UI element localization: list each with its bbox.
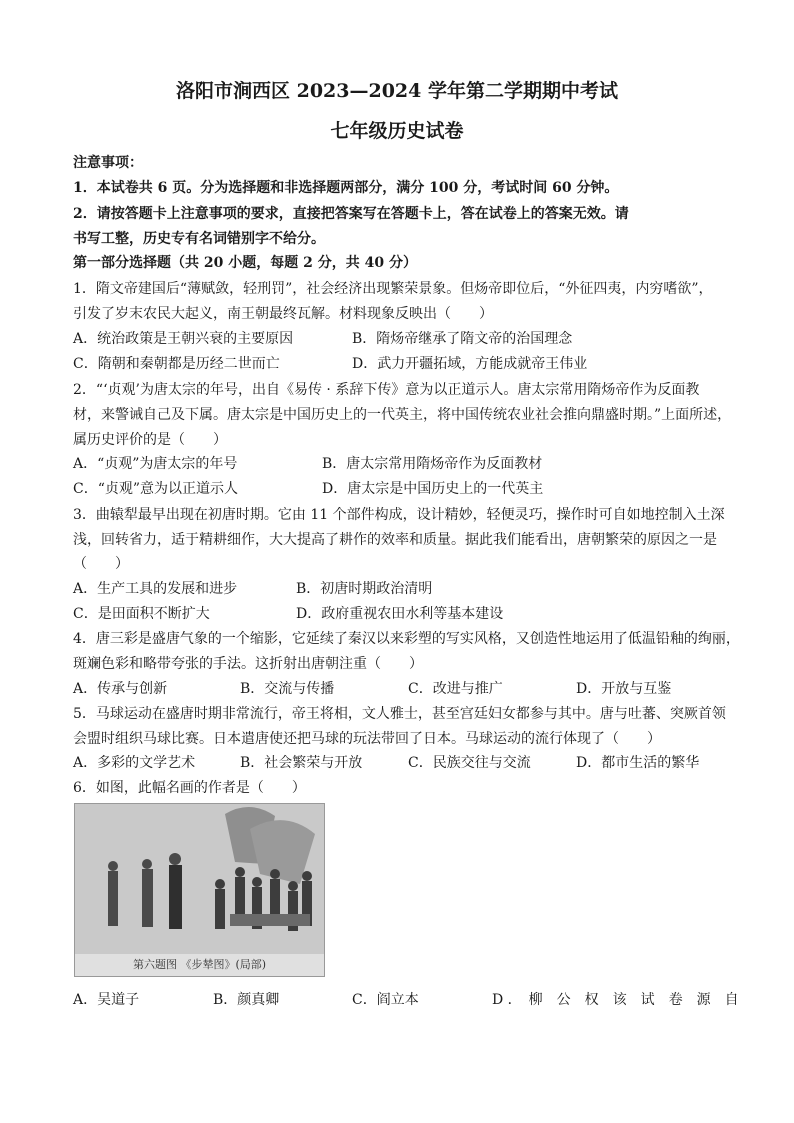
q6-painting-figure [74,803,325,977]
q3-option-b: B．初唐时期政治清明 [296,581,433,597]
q4-stem-line-2: 斑斓色彩和略带夸张的手法。这折射出唐朝注重（ ） [73,656,423,672]
exam-subtitle: 七年级历史试卷 [330,120,464,142]
q1-option-b: B．隋炀帝继承了隋文帝的治国理念 [352,331,573,347]
q6-option-a: A．吴道子 [73,992,140,1008]
notice-item-2-line-2: 书写工整，历史专有名词错别字不给分。 [73,231,325,247]
q2-stem-line-1: 2．“‘贞观’为唐太宗的年号，出自《易传 · 系辞下传》意为以正道示人。唐太宗常用隋炀帝作为反面教 [73,382,700,398]
q5-option-b: B．社会繁荣与开放 [240,755,363,771]
q6-option-b: B．颜真卿 [213,992,280,1008]
q2-option-d: D．唐太宗是中国历史上的一代英主 [322,481,544,497]
q5-stem-line-2: 会盟时组织马球比赛。日本遣唐使还把马球的玩法带回了日本。马球运动的流行体现了（ ） [73,731,661,747]
q2-option-a: A．“贞观”为唐太宗的年号 [73,456,238,472]
notice-item-1: 1．本试卷共 6 页。分为选择题和非选择题两部分，满分 100 分，考试时间 60 分钟。 [73,180,619,196]
q4-option-c: C．改进与推广 [408,681,503,697]
q1-stem-line-1: 1．隋文帝建国后“薄赋敛，轻刑罚”，社会经济出现繁荣景象。但炀帝即位后，“外征四夷，内穷嗜欲”， [73,281,713,297]
q2-stem-line-2: 材，来警诫自己及下属。唐太宗是中国历史上的一代英主，将中国传统农业社会推向鼎盛时期。”上面所述， [73,407,732,423]
q1-option-a: A．统治政策是王朝兴衰的主要原因 [73,331,294,347]
q4-stem-line-1: 4．唐三彩是盛唐气象的一个缩影，它延续了秦汉以来彩塑的写实风格，又创造性地运用了低温铅釉的绚丽， [73,631,740,647]
q6-stem-line-1: 6．如图，此幅名画的作者是（ ） [73,780,306,796]
q2-stem-line-3: 属历史评价的是（ ） [73,432,227,448]
q1-option-c: C．隋朝和秦朝都是历经二世而亡 [73,356,280,372]
q3-stem-line-3: （ ） [73,556,129,572]
q4-option-a: A．传承与创新 [73,681,168,697]
section-1-heading: 第一部分选择题（共 20 小题，每题 2 分，共 40 分） [73,255,417,271]
exam-title: 洛阳市涧西区 2023—2024 学年第二学期期中考试 [176,80,618,102]
q6-option-c: C．阎立本 [352,992,419,1008]
q5-option-a: A．多彩的文学艺术 [73,755,196,771]
q6-figure-caption: 第六题图 《步辇图》(局部) [132,958,267,971]
q2-option-c: C．“贞观”意为以正道示人 [73,481,239,497]
q1-stem-line-2: 引发了岁末农民大起义，南王朝最终瓦解。材料现象反映出（ ） [73,306,493,322]
q3-option-d: D．政府重视农田水利等基本建设 [296,606,504,622]
q5-option-d: D．都市生活的繁华 [576,755,700,771]
q1-option-d: D．武力开疆拓域，方能成就帝王伟业 [352,356,588,372]
q4-option-b: B．交流与传播 [240,681,335,697]
q5-option-c: C．民族交往与交流 [408,755,531,771]
notice-heading: 注意事项： [73,155,143,171]
q5-stem-line-1: 5．马球运动在盛唐时期非常流行，帝王将相，文人雅士，甚至宫廷妇女都参与其中。唐与吐蕃、突厥首领 [73,706,726,722]
painting-illustration [75,804,324,976]
q3-stem-line-1: 3．曲辕犁最早出现在初唐时期。它由 11 个部件构成，设计精妙，轻便灵巧，操作时可自如地控制入土深 [73,507,725,523]
notice-item-2-line-1: 2．请按答题卡上注意事项的要求，直接把答案写在答题卡上，答在试卷上的答案无效。请 [73,206,629,222]
q3-option-a: A．生产工具的发展和进步 [73,581,238,597]
q3-stem-line-2: 浅，回转省力，适于精耕细作，大大提高了耕作的效率和质量。据此我们能看出，唐朝繁荣的原因之一是 [73,532,717,548]
q4-option-d: D．开放与互鉴 [576,681,672,697]
q2-option-b: B．唐太宗常用隋炀帝作为反面教材 [322,456,543,472]
q6-option-d: D ． 柳 公 权 该 试 卷 源 自 [492,992,739,1008]
q3-option-c: C．是田面积不断扩大 [73,606,210,622]
